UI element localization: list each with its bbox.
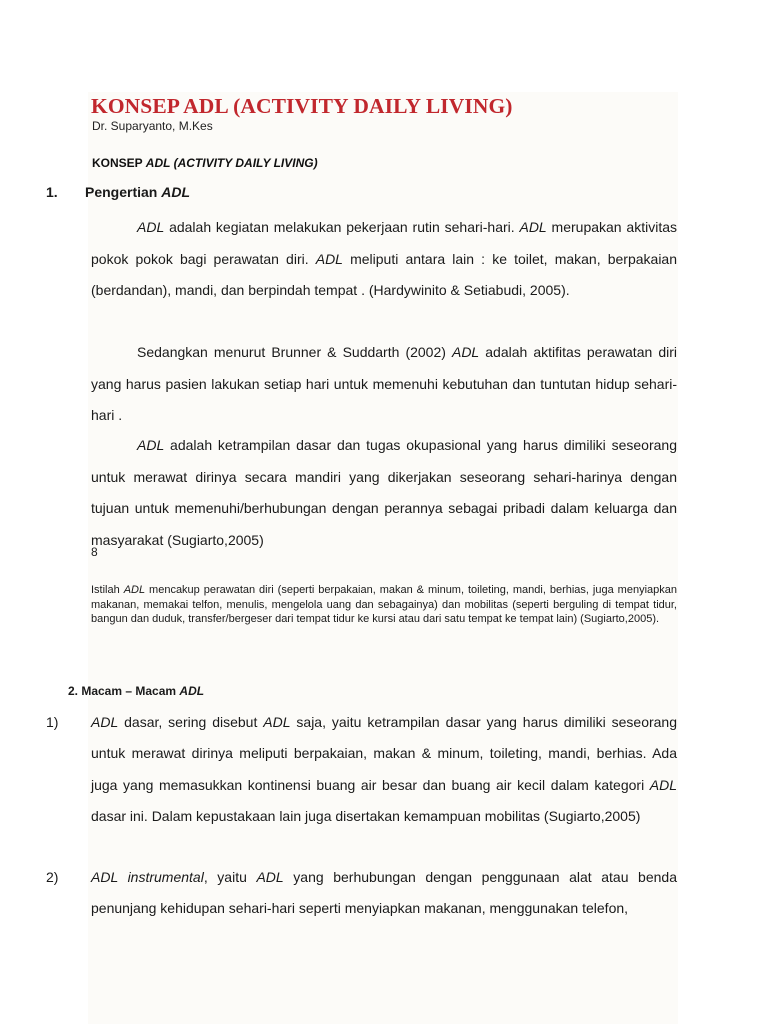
list-number: 2) <box>46 869 59 885</box>
text-run: dasar, sering disebut <box>118 714 264 730</box>
document-title: KONSEP ADL (ACTIVITY DAILY LIVING) <box>91 94 513 118</box>
subtitle-prefix: KONSEP <box>92 156 146 170</box>
list-number: 1) <box>46 714 59 730</box>
subtitle <box>92 156 318 170</box>
subtitle-italic: ADL (ACTIVITY DAILY LIVING) <box>145 156 318 170</box>
text-run: meliputi antara lain : ke toilet, makan, berpakaian (berdandan), mandi, dan berpindah tempat . (Hardywinito & Setiabudi, 2005). <box>91 250 677 298</box>
author-line: Dr. Suparyanto, M.Kes <box>92 119 213 133</box>
list-text <box>91 707 677 833</box>
section-number: 1. <box>46 184 58 200</box>
text-run: Sedangkan menurut Brunner & Suddarth (2002) <box>137 344 452 360</box>
section-label-text: 2. Macam – Macam <box>68 684 180 698</box>
term-adl-instrumental: ADL instrumental <box>91 869 204 885</box>
text-run: adalah ketrampilan dasar dan tugas okupasional yang harus dimiliki seseorang untuk merawat dirinya secara mandiri yang dikerjakan seseorang sehari-harinya dengan tujuan untuk memenuhi/berhubungan dengan perannya sebagai pribadi dalam keluarga dan masyarakat (Sugiarto,2005) <box>91 437 677 548</box>
section-heading-2 <box>68 684 204 698</box>
term-adl: ADL <box>137 437 165 453</box>
term-adl: ADL <box>123 584 146 596</box>
term-adl: ADL <box>451 344 480 360</box>
term-adl: ADL <box>137 219 165 235</box>
paragraph-definition <box>91 212 677 307</box>
section-label-italic: ADL <box>161 184 191 200</box>
section-label <box>85 184 190 200</box>
text-run: , yaitu <box>203 869 257 885</box>
term-adl: ADL <box>519 219 547 235</box>
section-label-text: Pengertian <box>85 184 162 200</box>
text-run: mencakup perawatan diri (seperti berpakaian, makan & minum, toileting, mandi, berhias, juga menyiapkan makanan, memakai telfon, menulis, mengelola uang dan sebagainya) dan mobilitas (seperti berguling di tempat tidur, bangun dan duduk, transfer/bergeser dari tempat tidur ke kursi atau dari satu tempat ke tempat lain) (Sugiarto,2005). <box>91 584 677 626</box>
section-label-italic: ADL <box>179 684 205 698</box>
text-run: yang berhubungan dengan penggunaan alat atau benda penunjang kehidupan sehari-hari seperti menyiapkan makanan, menggunakan telefon, <box>91 869 677 917</box>
term-adl: ADL <box>315 250 343 267</box>
term-adl: ADL <box>263 714 291 730</box>
paragraph-brunner <box>91 337 677 432</box>
paragraph-skills <box>91 430 677 556</box>
text-run: adalah aktifitas perawatan diri yang harus pasien lakukan setiap hari untuk memenuhi kebutuhan dan tuntutan hidup sehari-hari . <box>91 344 677 423</box>
text-run: adalah kegiatan melakukan pekerjaan rutin sehari-hari. <box>164 219 520 235</box>
term-adl: ADL <box>649 776 677 793</box>
text-run: Istilah <box>91 584 124 596</box>
page-number: 8 <box>91 545 98 559</box>
list-text <box>91 862 677 925</box>
text-run: dasar ini. Dalam kepustakaan lain juga disertakan kemampuan mobilitas (Sugiarto,2005) <box>91 808 641 825</box>
note-paragraph <box>91 583 677 627</box>
term-adl: ADL <box>91 714 119 730</box>
text-run: saja, yaitu ketrampilan dasar yang harus dimiliki seseorang untuk merawat dirinya meliputi berpakaian, makan & minum, toileting, mandi, berhias. Ada juga yang memasukkan kontinensi buang air besar dan buang air kecil dalam kategori <box>91 714 677 793</box>
term-adl: ADL <box>256 869 284 885</box>
text-run: merupakan aktivitas pokok pokok bagi perawatan diri. <box>91 219 677 267</box>
